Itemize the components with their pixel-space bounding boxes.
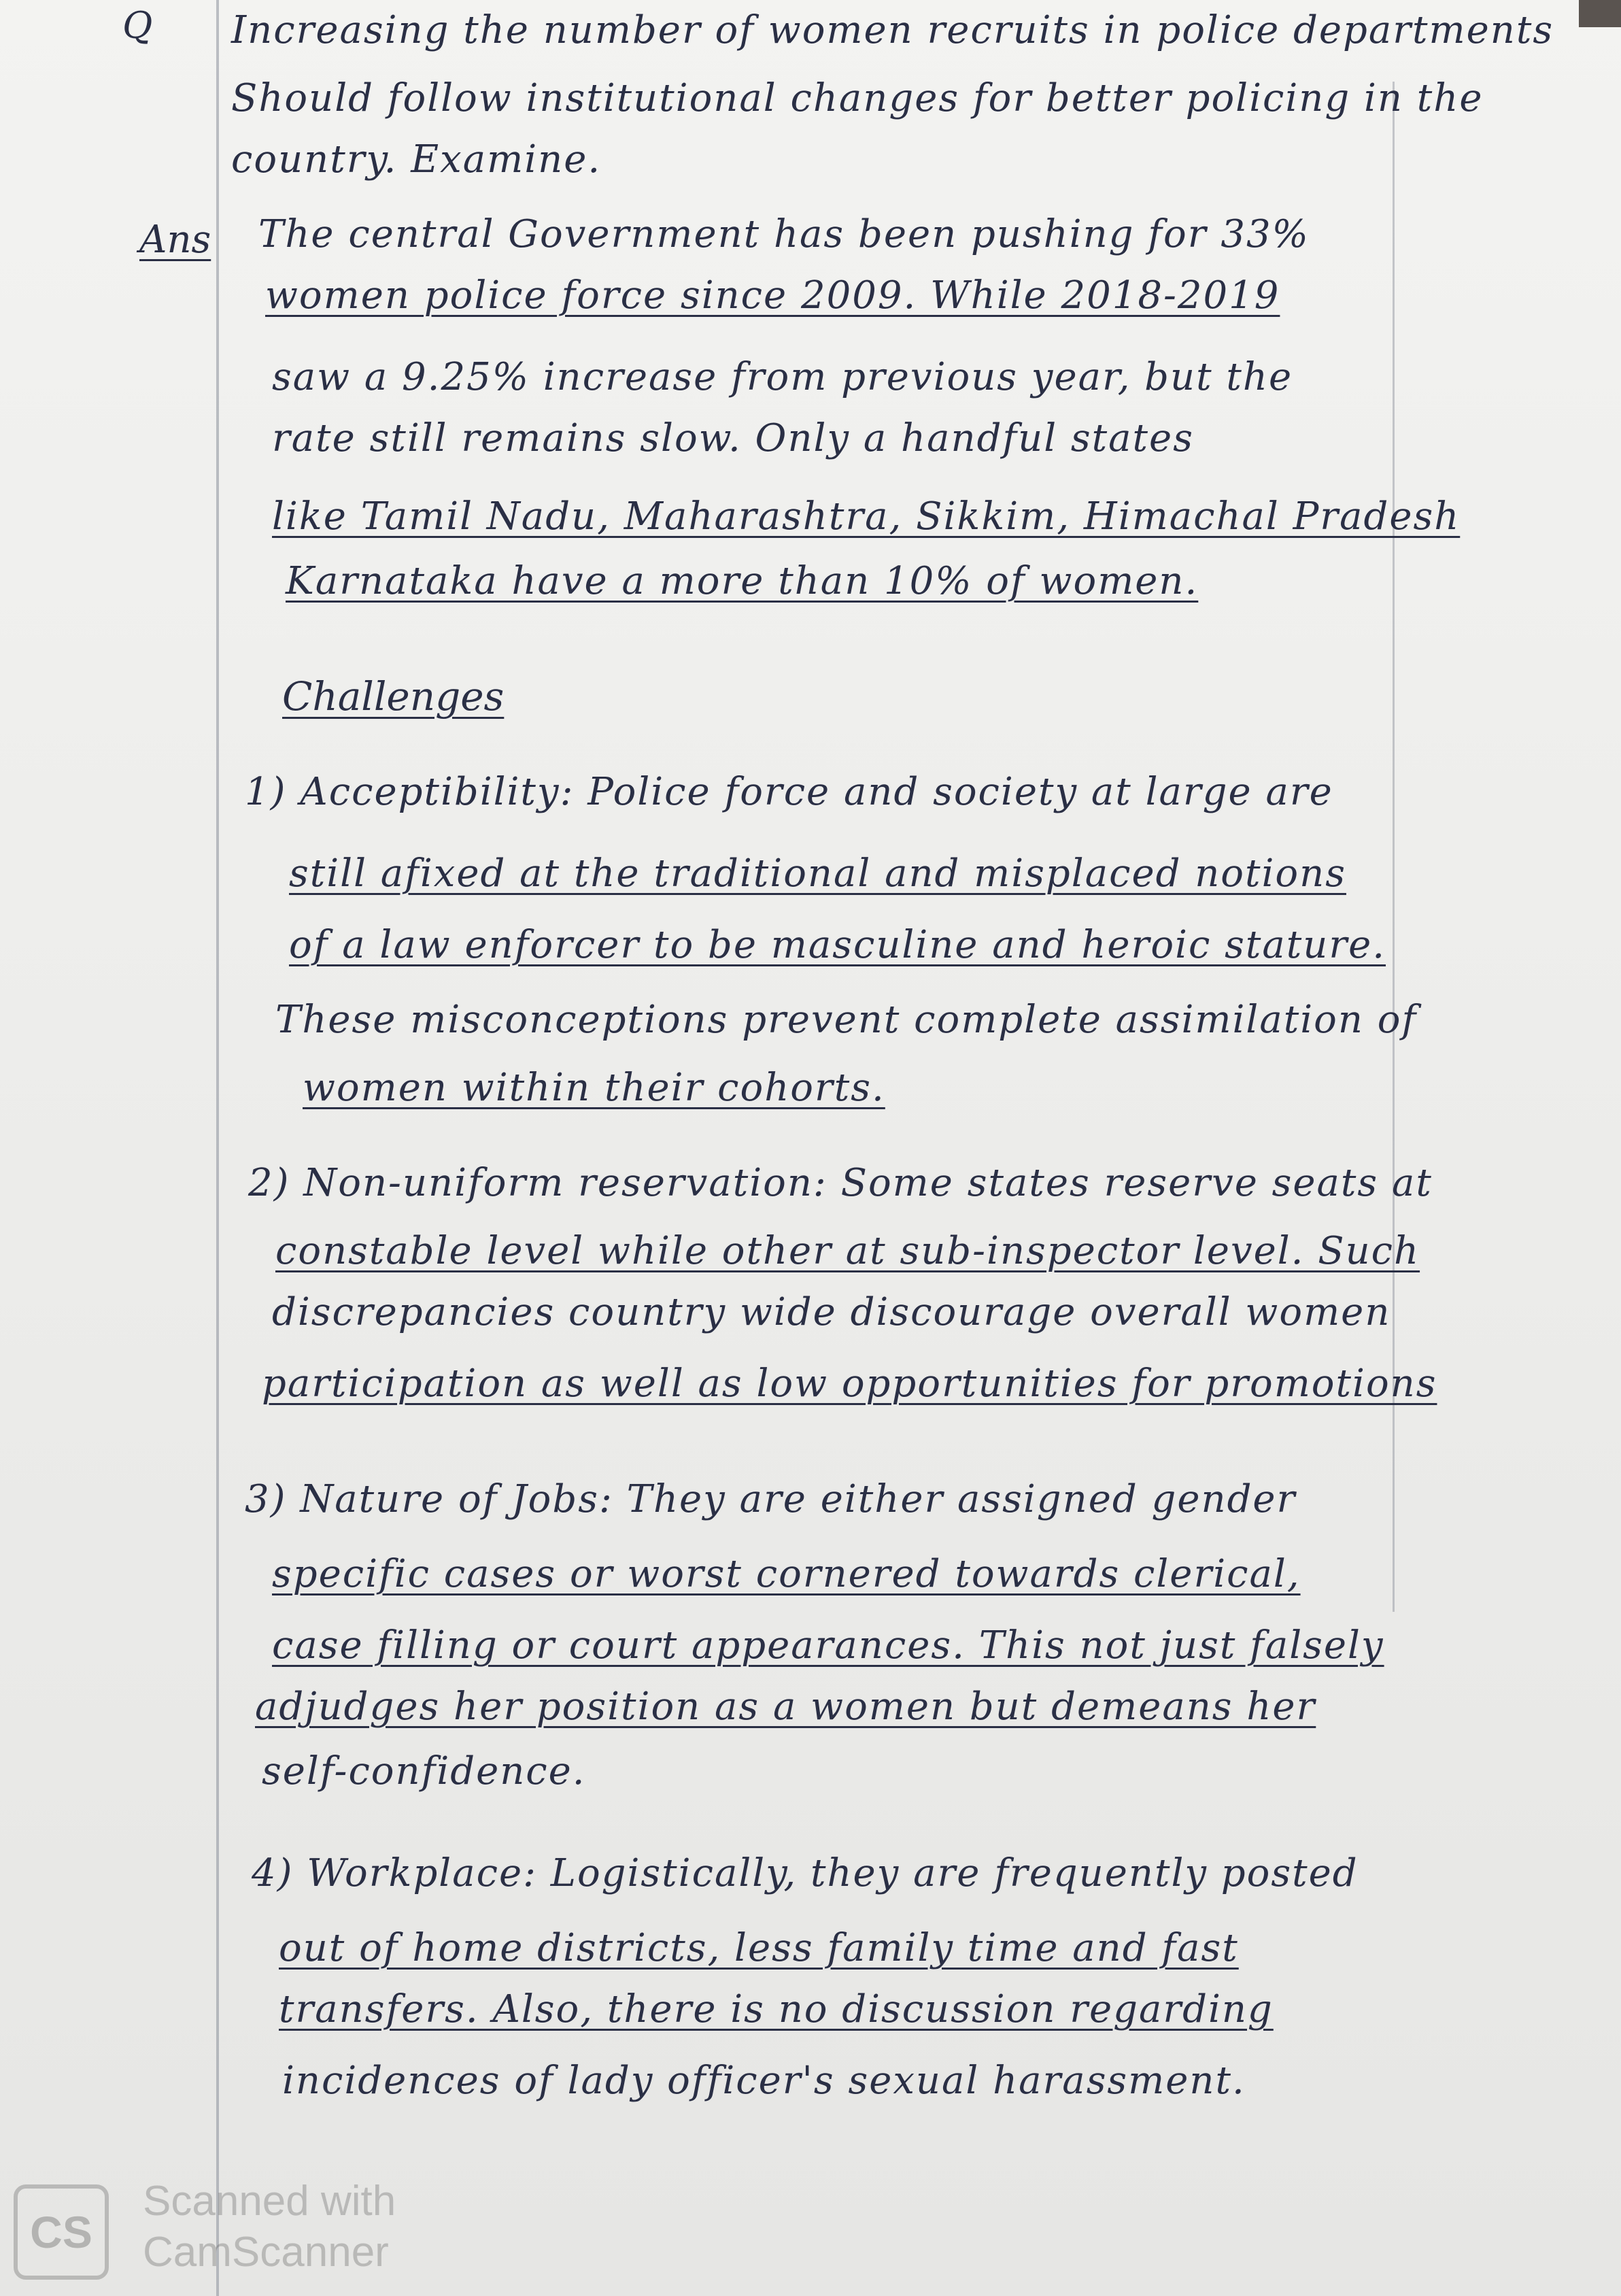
question-line: country. Examine. (231, 137, 602, 182)
point-1-line: still afixed at the traditional and misplaced notions (289, 851, 1346, 896)
camscanner-watermark (14, 2176, 435, 2278)
question-number: Q (122, 4, 153, 47)
answer-intro-line: The central Government has been pushing for 33% (258, 212, 1310, 256)
point-1-line: 1) Acceptibility: Police force and society at large are (245, 770, 1333, 814)
answer-intro-line: Karnataka have a more than 10% of women. (286, 559, 1199, 603)
answer-intro-line: rate still remains slow. Only a handful states (272, 416, 1194, 460)
point-2-line: constable level while other at sub-inspector level. Such (275, 1229, 1420, 1273)
point-4-line: 4) Workplace: Logistically, they are frequently posted (252, 1851, 1359, 1895)
page-corner-edge (1579, 0, 1621, 27)
point-3-line: case filling or court appearances. This not just falsely (272, 1623, 1384, 1668)
point-4-line: out of home districts, less family time and fast (279, 1926, 1239, 1970)
point-4-line: transfers. Also, there is no discussion regarding (279, 1987, 1274, 2031)
challenges-heading: Challenges (282, 673, 505, 720)
point-2-line: discrepancies country wide discourage overall women (272, 1290, 1391, 1334)
question-line: Increasing the number of women recruits in police departments (231, 8, 1554, 52)
point-2-line: participation as well as low opportunities for promotions (262, 1362, 1437, 1406)
point-3-line: self-confidence. (262, 1749, 586, 1793)
answer-intro-line: saw a 9.25% increase from previous year, but the (272, 355, 1293, 399)
point-4-line: incidences of lady officer's sexual harassment. (282, 2059, 1246, 2103)
point-1-line: women within their cohorts. (303, 1066, 885, 1110)
watermark-line-1: Scanned with (143, 2178, 396, 2225)
point-1-line: of a law enforcer to be masculine and heroic stature. (289, 923, 1386, 967)
point-3-line: specific cases or worst cornered towards clerical, (272, 1552, 1301, 1596)
answer-intro-line: women police force since 2009. While 2018-2019 (265, 273, 1280, 318)
point-1-line: These misconceptions prevent complete assimilation of (275, 998, 1418, 1042)
point-2-line: 2) Non-uniform reservation: Some states reserve seats at (248, 1161, 1433, 1205)
camscanner-logo-icon: CS (14, 2184, 109, 2280)
left-margin-line (216, 0, 219, 2296)
answer-intro-line: like Tamil Nadu, Maharashtra, Sikkim, Himachal Pradesh (272, 494, 1461, 539)
question-line: Should follow institutional changes for better policing in the (231, 76, 1484, 120)
point-3-line: 3) Nature of Jobs: They are either assigned gender (245, 1477, 1297, 1521)
watermark-line-2: CamScanner (143, 2229, 389, 2276)
answer-label: Ans (139, 218, 211, 262)
point-3-line: adjudges her position as a women but demeans her (255, 1685, 1316, 1729)
